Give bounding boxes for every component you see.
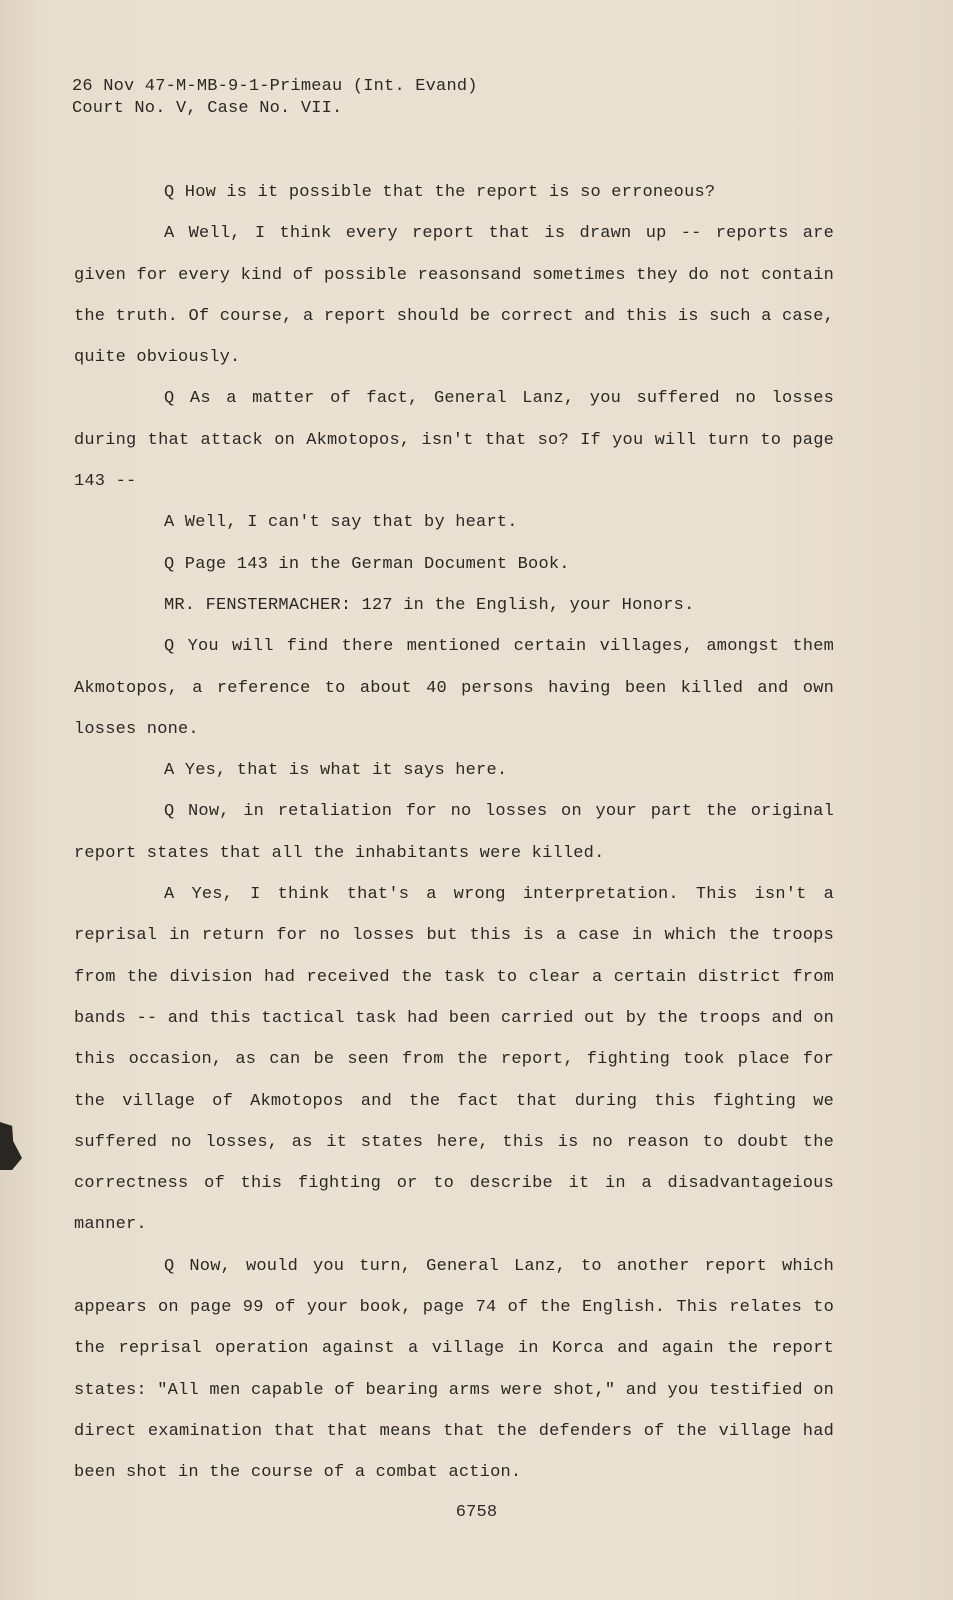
paragraph-6: MR. FENSTERMACHER: 127 in the English, your Honors. [164, 595, 695, 615]
page-number: 6758 [455, 1503, 498, 1522]
paragraph-7: Q You will find there mentioned certain villages, amongst them Akmotopos, a reference to about 40 persons having been killed and own losses none. [74, 637, 834, 739]
paragraph-4: A Well, I can't say that by heart. [164, 513, 518, 533]
paragraph-2: A Well, I think every report that is drawn up -- reports are given for every kind of possible reasonsand sometimes they do not contain the truth. Of course, a report should be correct and this is such a case, quite obviously. [74, 224, 834, 368]
document-header [72, 76, 478, 120]
header-line-2: Court No. V, Case No. VII. [72, 99, 343, 118]
paragraph-10: A Yes, I think that's a wrong interpretation. This isn't a reprisal in return for no losses but this is a case in which the troops from the division had received the task to clear a certain district from bands -- and this tactical task had been carried out by the troops and on this occasion, as can be seen from the report, fighting took place for the village of Akmotopos and the fact that during this fighting we suffered no losses, as it states here, this is no reason to doubt the correctness of this fighting or to describe it in a disadvantageious manner. [74, 885, 834, 1235]
paragraph-8: A Yes, that is what it says here. [164, 761, 508, 781]
paragraph-1: Q How is it possible that the report is so erroneous? [164, 183, 716, 202]
header-line-1: 26 Nov 47-M-MB-9-1-Primeau (Int. Evand) [72, 77, 478, 96]
paragraph-5: Q Page 143 in the German Document Book. [164, 554, 570, 574]
binding-edge-mark [0, 1122, 22, 1170]
transcript-body [74, 172, 834, 1494]
paragraph-9: Q Now, in retaliation for no losses on your part the original report states that all the inhabitants were killed. [74, 802, 834, 863]
paragraph-11: Q Now, would you turn, General Lanz, to another report which appears on page 99 of your book, page 74 of the English. This relates to the reprisal operation against a village in Korca and again the report states: "All men capable of bearing arms were shot," and you testified on direct examination that that means that the defenders of the village had been shot in the course of a combat action. [74, 1256, 834, 1483]
paragraph-3: Q As a matter of fact, General Lanz, you suffered no losses during that attack on Akmotopos, isn't that so? If you will turn to page 143 -- [74, 389, 834, 492]
